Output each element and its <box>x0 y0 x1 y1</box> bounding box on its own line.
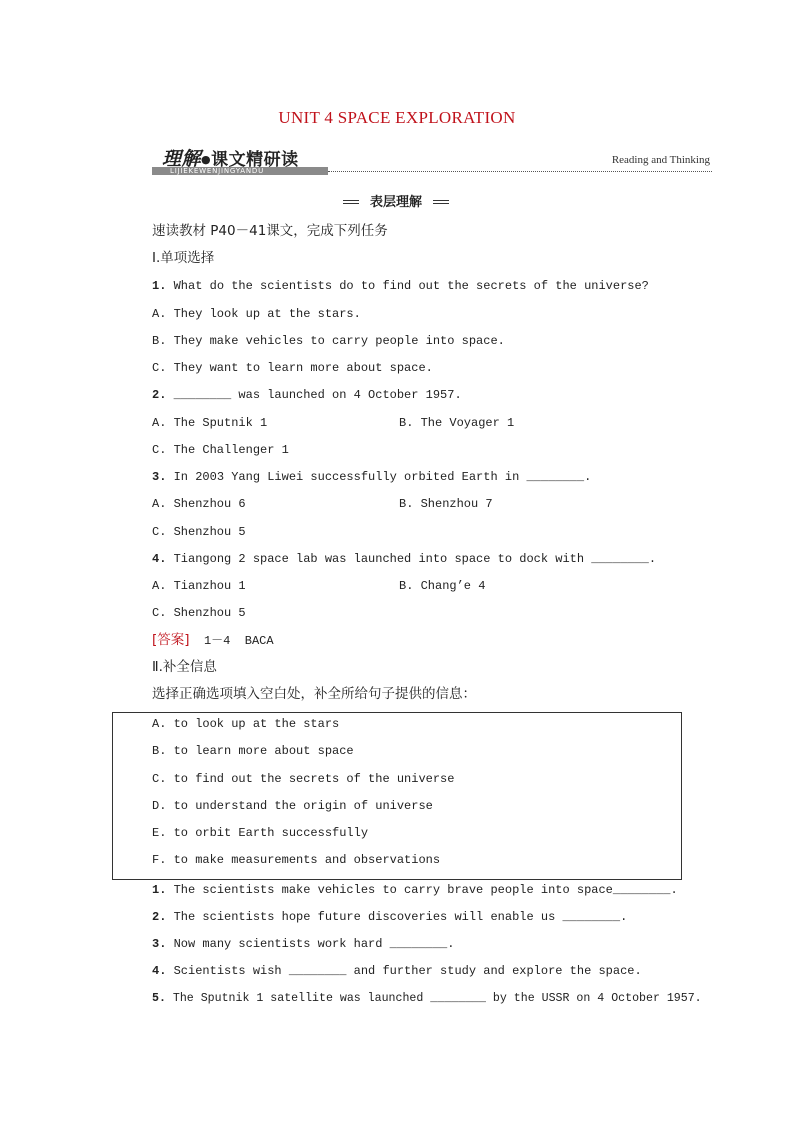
q4-option-c: C. Shenzhou 5 <box>152 606 246 620</box>
question-text: In 2003 Yang Liwei successfully orbited Earth in ________. <box>166 470 592 484</box>
q1-option-b: B. They make vehicles to carry people into space. <box>152 334 505 348</box>
option-d: D. to understand the origin of universe <box>152 799 433 813</box>
q3-option-c: C. Shenzhou 5 <box>152 525 246 539</box>
q2-option-c: C. The Challenger 1 <box>152 443 289 457</box>
sentence-5 <box>152 992 702 1006</box>
unit-title: UNIT 4 SPACE EXPLORATION <box>278 108 516 127</box>
section-heading-label: 表层理解 <box>359 191 433 210</box>
sentence-text: Now many scientists work hard ________. <box>166 937 455 951</box>
banner-subtitle: Reading and Thinking <box>611 154 710 166</box>
section-heading <box>343 191 449 209</box>
question-1 <box>152 279 649 293</box>
sentence-2 <box>152 910 627 924</box>
sentence-number: 4. <box>152 964 167 978</box>
question-text: ________ was launched on 4 October 1957. <box>166 388 462 402</box>
sentence-number: 1. <box>152 883 167 897</box>
banner-pinyin: LIJIEKEWENJINGYANDU <box>170 167 265 175</box>
q4-option-b: B. Chang’e 4 <box>399 579 486 593</box>
question-number: 2. <box>152 388 167 402</box>
sentence-text: The scientists make vehicles to carry brave people into space________. <box>166 883 678 897</box>
banner-title-rest: 课文精研读 <box>211 150 299 170</box>
sentence-text: Scientists wish ________ and further study and explore the space. <box>166 964 642 978</box>
q1-option-a: A. They look up at the stars. <box>152 307 361 321</box>
answer-text: 1－4 BACA <box>189 634 274 648</box>
q3-option-a: A. Shenzhou 6 <box>152 497 246 511</box>
question-2 <box>152 388 462 402</box>
option-a: A. to look up at the stars <box>152 717 340 731</box>
sentence-text: The Sputnik 1 satellite was launched ________ by the USSR on 4 October 1957. <box>165 992 702 1005</box>
question-4 <box>152 552 656 566</box>
sentence-4 <box>152 964 642 978</box>
q2-option-a: A. The Sputnik 1 <box>152 416 268 430</box>
sentence-text: The scientists hope future discoveries will enable us ________. <box>166 910 628 924</box>
question-number: 1. <box>152 279 167 293</box>
q4-option-a: A. Tianzhou 1 <box>152 579 246 593</box>
intro-text: 速读教材 P40－41课文，完成下列任务 <box>152 223 388 239</box>
question-text: Tiangong 2 space lab was launched into space to dock with ________. <box>166 552 657 566</box>
q3-option-b: B. Shenzhou 7 <box>399 497 493 511</box>
part2-heading: Ⅱ.补全信息 <box>152 659 217 675</box>
banner-divider <box>328 171 712 172</box>
question-3 <box>152 470 591 484</box>
option-f: F. to make measurements and observations <box>152 853 441 867</box>
q2-option-b: B. The Voyager 1 <box>399 416 515 430</box>
sentence-1 <box>152 883 678 897</box>
question-number: 3. <box>152 470 167 484</box>
answer-tag: [答案] <box>152 632 190 648</box>
question-text: What do the scientists do to find out the secrets of the universe? <box>166 279 649 293</box>
part2-instruction: 选择正确选项填入空白处，补全所给句子提供的信息： <box>152 686 476 702</box>
question-number: 4. <box>152 552 167 566</box>
banner-title <box>162 144 299 171</box>
banner-arrow-icon: ● <box>201 153 212 166</box>
banner-title-first: 理解 <box>162 148 202 170</box>
part1-heading: Ⅰ.单项选择 <box>152 250 215 266</box>
sentence-3 <box>152 937 454 951</box>
q1-option-c: C. They want to learn more about space. <box>152 361 433 375</box>
sentence-number: 2. <box>152 910 167 924</box>
sentence-number: 3. <box>152 937 167 951</box>
sentence-number: 5. <box>152 992 166 1005</box>
option-b: B. to learn more about space <box>152 744 354 758</box>
option-c: C. to find out the secrets of the universe <box>152 772 455 786</box>
section-banner <box>152 144 712 178</box>
option-e: E. to orbit Earth successfully <box>152 826 369 840</box>
answer-line <box>152 633 274 648</box>
